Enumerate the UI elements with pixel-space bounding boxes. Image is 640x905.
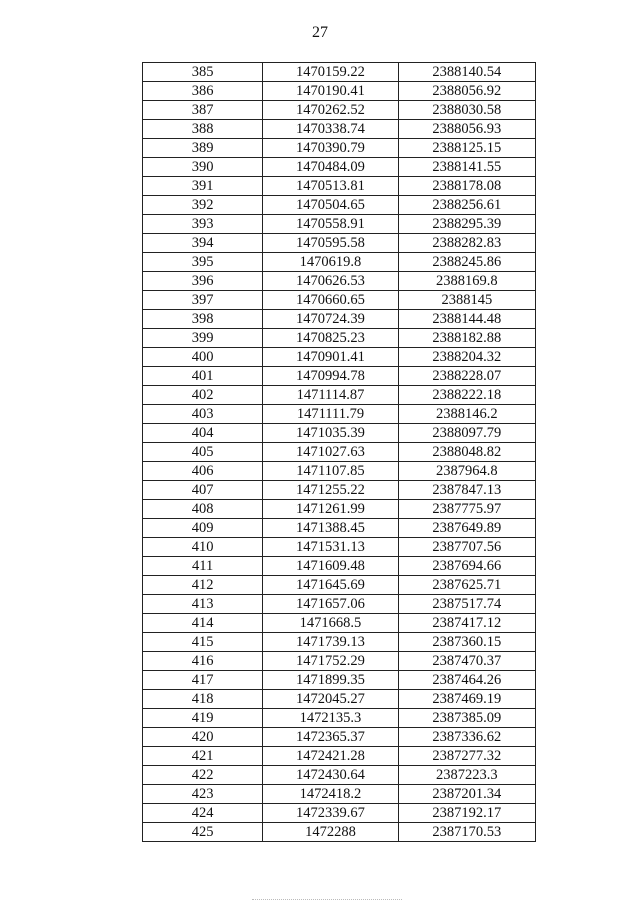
y-coordinate-cell: 2388146.2 [398,405,535,424]
x-coordinate-cell: 1471027.63 [263,443,398,462]
y-coordinate-cell: 2388145 [398,291,535,310]
x-coordinate-cell: 1470190.41 [263,82,398,101]
x-coordinate-cell: 1471609.48 [263,557,398,576]
x-coordinate-cell: 1471739.13 [263,633,398,652]
y-coordinate-cell: 2387201.34 [398,785,535,804]
table-row [143,82,536,101]
y-coordinate-cell: 2387517.74 [398,595,535,614]
table-row [143,557,536,576]
point-number-cell: 421 [143,747,263,766]
table-row [143,329,536,348]
table-row [143,747,536,766]
table-row [143,386,536,405]
table-row [143,367,536,386]
x-coordinate-cell: 1470513.81 [263,177,398,196]
x-coordinate-cell: 1471255.22 [263,481,398,500]
x-coordinate-cell: 1470724.39 [263,310,398,329]
table-row [143,348,536,367]
point-number-cell: 402 [143,386,263,405]
table-row [143,804,536,823]
x-coordinate-cell: 1472045.27 [263,690,398,709]
page-number: 27 [312,24,328,41]
x-coordinate-cell: 1470595.58 [263,234,398,253]
y-coordinate-cell: 2388178.08 [398,177,535,196]
x-coordinate-cell: 1471261.99 [263,500,398,519]
table-row [143,139,536,158]
y-coordinate-cell: 2387847.13 [398,481,535,500]
table-row [143,253,536,272]
y-coordinate-cell: 2387470.37 [398,652,535,671]
point-number-cell: 416 [143,652,263,671]
table-row [143,405,536,424]
y-coordinate-cell: 2388282.83 [398,234,535,253]
bottom-dotted-rule [252,899,402,900]
table-row [143,728,536,747]
table-row [143,652,536,671]
point-number-cell: 403 [143,405,263,424]
y-coordinate-cell: 2388222.18 [398,386,535,405]
point-number-cell: 401 [143,367,263,386]
x-coordinate-cell: 1471531.13 [263,538,398,557]
point-number-cell: 392 [143,196,263,215]
table-row [143,101,536,120]
table-row [143,120,536,139]
table-row [143,785,536,804]
table-row [143,576,536,595]
point-number-cell: 410 [143,538,263,557]
x-coordinate-cell: 1470626.53 [263,272,398,291]
y-coordinate-cell: 2388169.8 [398,272,535,291]
table-row [143,310,536,329]
y-coordinate-cell: 2388097.79 [398,424,535,443]
point-number-cell: 404 [143,424,263,443]
x-coordinate-cell: 1470262.52 [263,101,398,120]
coordinates-table [142,62,536,842]
table-row [143,614,536,633]
x-coordinate-cell: 1472421.28 [263,747,398,766]
x-coordinate-cell: 1472430.64 [263,766,398,785]
x-coordinate-cell: 1470504.65 [263,196,398,215]
y-coordinate-cell: 2387170.53 [398,823,535,842]
y-coordinate-cell: 2387336.62 [398,728,535,747]
table-row [143,424,536,443]
y-coordinate-cell: 2388228.07 [398,367,535,386]
y-coordinate-cell: 2388056.92 [398,82,535,101]
x-coordinate-cell: 1470994.78 [263,367,398,386]
y-coordinate-cell: 2388125.15 [398,139,535,158]
point-number-cell: 400 [143,348,263,367]
point-number-cell: 413 [143,595,263,614]
point-number-cell: 419 [143,709,263,728]
y-coordinate-cell: 2387223.3 [398,766,535,785]
y-coordinate-cell: 2388144.48 [398,310,535,329]
x-coordinate-cell: 1471657.06 [263,595,398,614]
point-number-cell: 389 [143,139,263,158]
point-number-cell: 385 [143,63,263,82]
coordinates-table-body [143,63,536,842]
x-coordinate-cell: 1470390.79 [263,139,398,158]
y-coordinate-cell: 2387694.66 [398,557,535,576]
x-coordinate-cell: 1471107.85 [263,462,398,481]
point-number-cell: 399 [143,329,263,348]
x-coordinate-cell: 1471035.39 [263,424,398,443]
y-coordinate-cell: 2388256.61 [398,196,535,215]
y-coordinate-cell: 2387277.32 [398,747,535,766]
point-number-cell: 407 [143,481,263,500]
y-coordinate-cell: 2387464.26 [398,671,535,690]
y-coordinate-cell: 2388245.86 [398,253,535,272]
table-row [143,538,536,557]
table-row [143,500,536,519]
y-coordinate-cell: 2387649.89 [398,519,535,538]
x-coordinate-cell: 1470619.8 [263,253,398,272]
point-number-cell: 414 [143,614,263,633]
point-number-cell: 420 [143,728,263,747]
point-number-cell: 394 [143,234,263,253]
table-row [143,158,536,177]
table-row [143,823,536,842]
y-coordinate-cell: 2388056.93 [398,120,535,139]
y-coordinate-cell: 2388048.82 [398,443,535,462]
table-row [143,196,536,215]
table-row [143,177,536,196]
x-coordinate-cell: 1470901.41 [263,348,398,367]
point-number-cell: 396 [143,272,263,291]
table-row [143,671,536,690]
point-number-cell: 415 [143,633,263,652]
point-number-cell: 411 [143,557,263,576]
table-row [143,215,536,234]
x-coordinate-cell: 1472418.2 [263,785,398,804]
table-row [143,234,536,253]
point-number-cell: 393 [143,215,263,234]
point-number-cell: 406 [143,462,263,481]
y-coordinate-cell: 2387707.56 [398,538,535,557]
y-coordinate-cell: 2388204.32 [398,348,535,367]
x-coordinate-cell: 1472339.67 [263,804,398,823]
table-row [143,766,536,785]
table-row [143,272,536,291]
table-row [143,291,536,310]
x-coordinate-cell: 1471899.35 [263,671,398,690]
point-number-cell: 391 [143,177,263,196]
y-coordinate-cell: 2387469.19 [398,690,535,709]
y-coordinate-cell: 2388295.39 [398,215,535,234]
table-row [143,462,536,481]
y-coordinate-cell: 2387625.71 [398,576,535,595]
table-row [143,519,536,538]
x-coordinate-cell: 1470660.65 [263,291,398,310]
point-number-cell: 386 [143,82,263,101]
point-number-cell: 412 [143,576,263,595]
x-coordinate-cell: 1471114.87 [263,386,398,405]
x-coordinate-cell: 1471668.5 [263,614,398,633]
x-coordinate-cell: 1471752.29 [263,652,398,671]
point-number-cell: 390 [143,158,263,177]
x-coordinate-cell: 1471388.45 [263,519,398,538]
y-coordinate-cell: 2388182.88 [398,329,535,348]
point-number-cell: 388 [143,120,263,139]
table-row [143,690,536,709]
y-coordinate-cell: 2387385.09 [398,709,535,728]
point-number-cell: 398 [143,310,263,329]
x-coordinate-cell: 1470338.74 [263,120,398,139]
x-coordinate-cell: 1471111.79 [263,405,398,424]
y-coordinate-cell: 2387192.17 [398,804,535,823]
point-number-cell: 409 [143,519,263,538]
y-coordinate-cell: 2388030.58 [398,101,535,120]
point-number-cell: 422 [143,766,263,785]
table-row [143,633,536,652]
point-number-cell: 408 [143,500,263,519]
table-row [143,481,536,500]
point-number-cell: 405 [143,443,263,462]
x-coordinate-cell: 1472135.3 [263,709,398,728]
x-coordinate-cell: 1472365.37 [263,728,398,747]
y-coordinate-cell: 2387964.8 [398,462,535,481]
x-coordinate-cell: 1470484.09 [263,158,398,177]
x-coordinate-cell: 1470159.22 [263,63,398,82]
point-number-cell: 425 [143,823,263,842]
x-coordinate-cell: 1471645.69 [263,576,398,595]
x-coordinate-cell: 1472288 [263,823,398,842]
x-coordinate-cell: 1470825.23 [263,329,398,348]
point-number-cell: 395 [143,253,263,272]
y-coordinate-cell: 2387775.97 [398,500,535,519]
y-coordinate-cell: 2388140.54 [398,63,535,82]
x-coordinate-cell: 1470558.91 [263,215,398,234]
y-coordinate-cell: 2387360.15 [398,633,535,652]
point-number-cell: 397 [143,291,263,310]
table-row [143,443,536,462]
point-number-cell: 418 [143,690,263,709]
table-row [143,63,536,82]
y-coordinate-cell: 2388141.55 [398,158,535,177]
point-number-cell: 387 [143,101,263,120]
table-row [143,595,536,614]
table-row [143,709,536,728]
y-coordinate-cell: 2387417.12 [398,614,535,633]
point-number-cell: 423 [143,785,263,804]
point-number-cell: 417 [143,671,263,690]
point-number-cell: 424 [143,804,263,823]
